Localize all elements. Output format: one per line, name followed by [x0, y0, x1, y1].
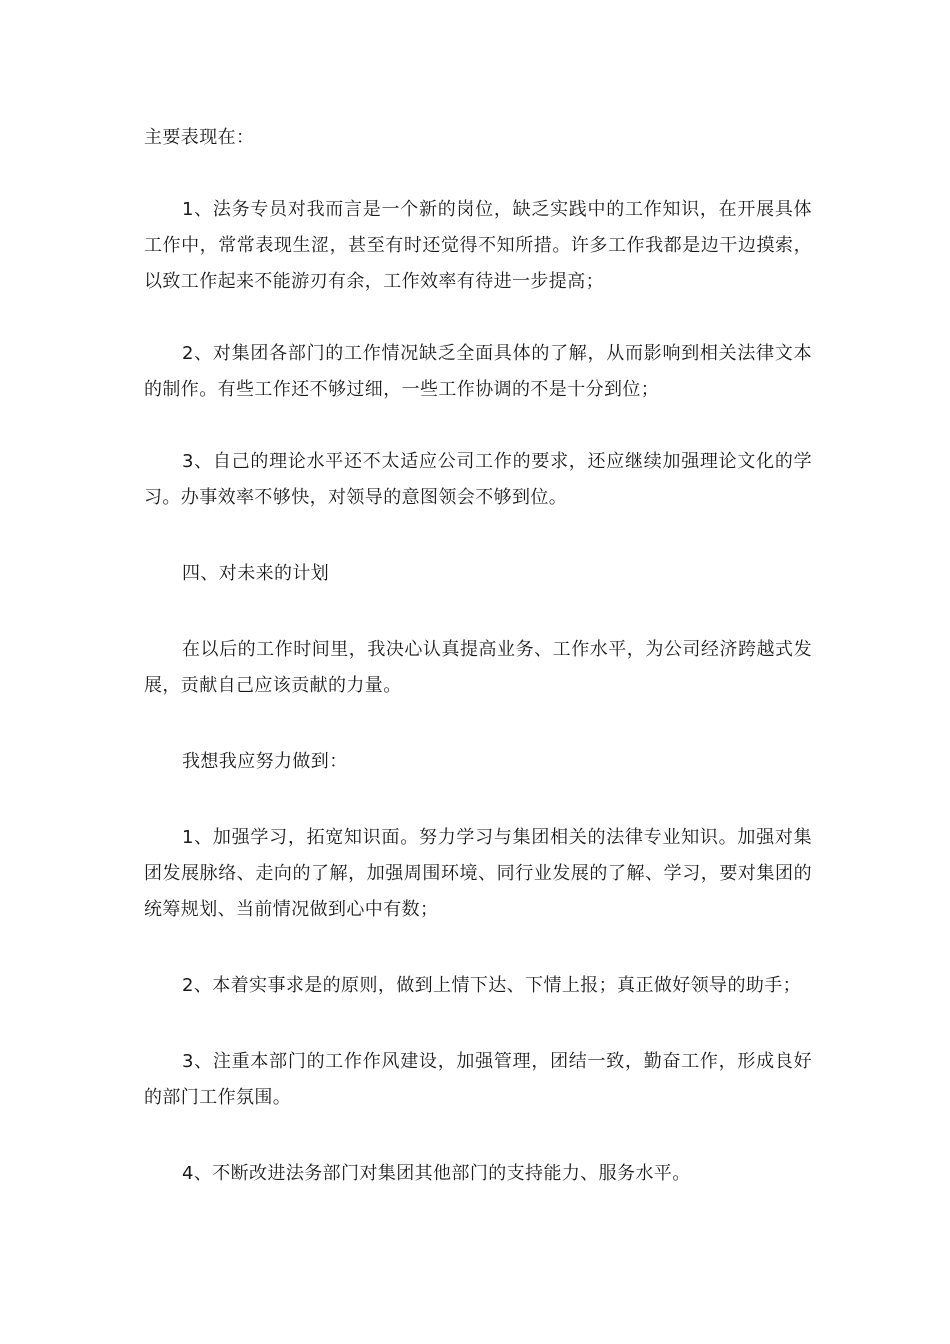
paragraph-goal-1: 1、加强学习，拓宽知识面。努力学习与集团相关的法律专业知识。加强对集团发展脉络、走向的了解，加强周围环境、同行业发展的了解、学习，要对集团的统筹规划、当前情况做到心中有数；	[144, 827, 812, 920]
paragraph-goal-4: 4、不断改进法务部门对集团其他部门的支持能力、服务水平。	[182, 1163, 691, 1184]
paragraph-intro: 主要表现在：	[144, 127, 255, 148]
paragraph-goal-2: 2、本着实事求是的原则，做到上情下达、下情上报；真正做好领导的助手；	[182, 975, 802, 996]
paragraph-future-intro: 在以后的工作时间里，我决心认真提高业务、工作水平，为公司经济跨越式发展，贡献自己应该贡献的力量。	[144, 639, 812, 696]
paragraph-issue-1: 1、法务专员对我而言是一个新的岗位，缺乏实践中的工作知识，在开展具体工作中，常常表现生涩，甚至有时还觉得不知所措。许多工作我都是边干边摸索，以致工作起来不能游刃有余，工作效率有待进一步提高；	[144, 199, 812, 292]
paragraph-issue-2: 2、对集团各部门的工作情况缺乏全面具体的了解，从而影响到相关法律文本的制作。有些工作还不够过细，一些工作协调的不是十分到位；	[144, 343, 812, 400]
paragraph-issue-3: 3、自己的理论水平还不太适应公司工作的要求，还应继续加强理论文化的学习。办事效率不够快，对领导的意图领会不够到位。	[144, 451, 812, 508]
section-heading-future-plan: 四、对未来的计划	[182, 563, 330, 584]
document-page	[144, 120, 812, 1192]
paragraph-goals-intro: 我想我应努力做到：	[182, 751, 348, 772]
paragraph-goal-3: 3、注重本部门的工作作风建设，加强管理，团结一致，勤奋工作，形成良好的部门工作氛围。	[144, 1051, 812, 1108]
